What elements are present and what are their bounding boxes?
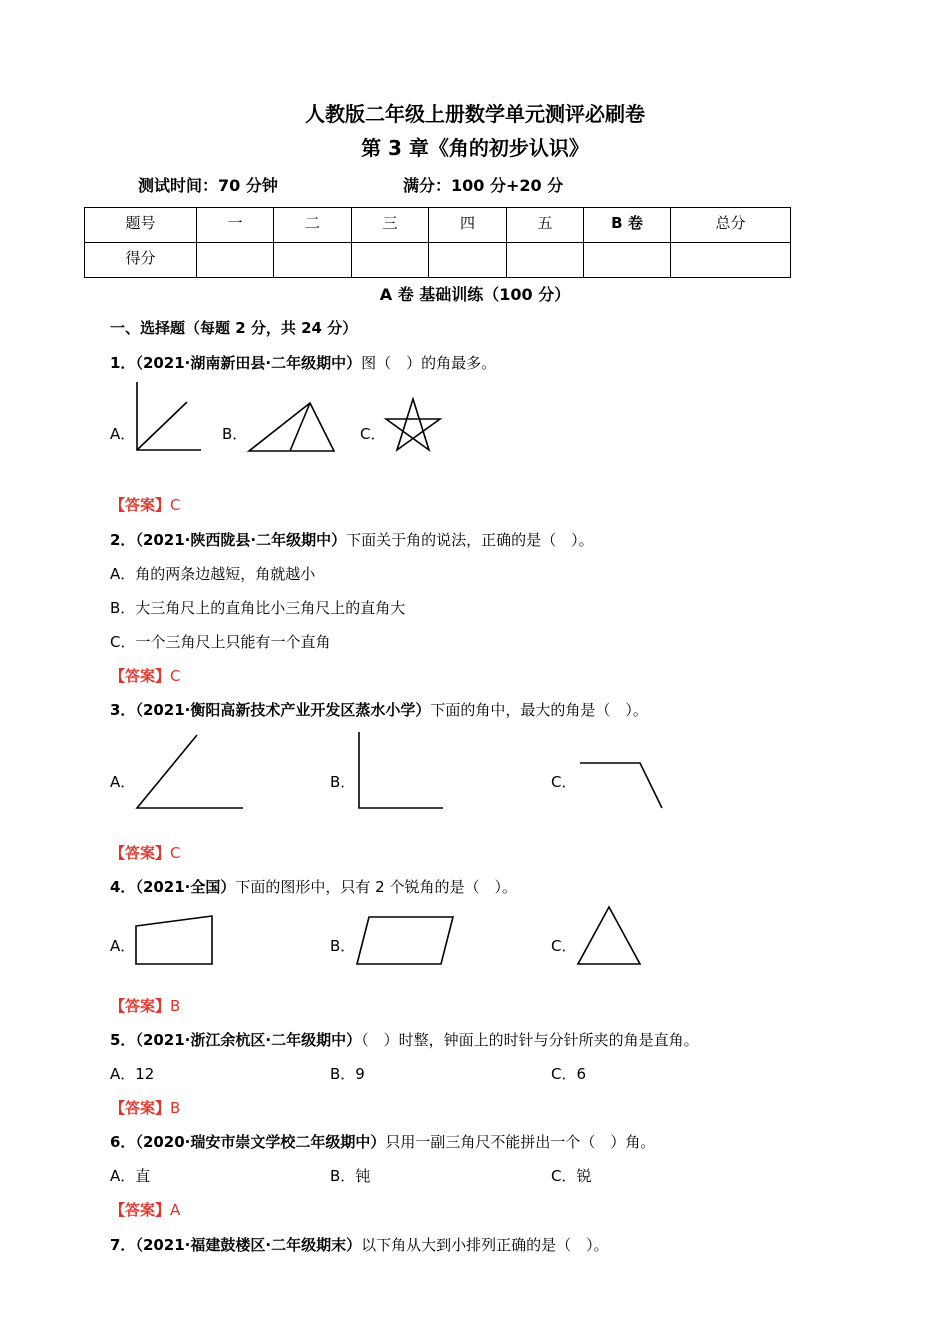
q4-figure-b-parallelogram bbox=[355, 914, 457, 968]
q3-figure-c-obtuse-angle bbox=[578, 760, 668, 812]
section-a-title: A 卷 基础训练（100 分） bbox=[379, 285, 571, 304]
q1-figure-b bbox=[248, 400, 338, 455]
header-cell: 四 bbox=[429, 208, 507, 243]
q3-option-b[interactable]: B． bbox=[330, 773, 356, 791]
q5-option-b[interactable]: B．9 bbox=[330, 1065, 365, 1083]
question-2: 2．（2021·陕西陇县·二年级期中）下面关于角的说法，正确的是（ ）。 bbox=[110, 531, 594, 549]
row-label-cell: 得分 bbox=[85, 243, 197, 278]
question-5: 5．（2021·浙江余杭区·二年级期中）（ ）时整，钟面上的时针与分针所夹的角是直角。 bbox=[110, 1031, 699, 1049]
score-table-header-row bbox=[85, 208, 791, 243]
q6-answer: 【答案】A bbox=[110, 1201, 181, 1219]
score-cell[interactable] bbox=[429, 243, 507, 278]
score-cell[interactable] bbox=[352, 243, 429, 278]
score-table-score-row bbox=[85, 243, 791, 278]
header-cell: 三 bbox=[352, 208, 429, 243]
q5-option-c[interactable]: C．6 bbox=[551, 1065, 587, 1083]
q6-option-c[interactable]: C．锐 bbox=[551, 1167, 592, 1185]
header-cell: 五 bbox=[507, 208, 584, 243]
score-cell[interactable] bbox=[584, 243, 671, 278]
page-title: 人教版二年级上册数学单元测评必刷卷 bbox=[305, 102, 645, 126]
q4-option-b[interactable]: B． bbox=[330, 937, 356, 955]
full-score: 满分：100 分+20 分 bbox=[403, 176, 564, 195]
score-table bbox=[84, 207, 791, 278]
q3-option-a[interactable]: A． bbox=[110, 773, 136, 791]
q3-figure-a-acute-angle bbox=[135, 733, 247, 813]
score-cell[interactable] bbox=[671, 243, 791, 278]
q2-option-a[interactable]: A．角的两条边越短，角就越小 bbox=[110, 565, 316, 583]
q5-answer: 【答案】B bbox=[110, 1099, 181, 1117]
header-cell: 题号 bbox=[85, 208, 197, 243]
q2-answer: 【答案】C bbox=[110, 667, 181, 685]
question-1: 1．（2021·湖南新田县·二年级期中）图（ ）的角最多。 bbox=[110, 354, 497, 372]
header-cell: B 卷 bbox=[584, 208, 671, 243]
q1-option-c[interactable]: C． bbox=[360, 425, 386, 443]
q1-option-a[interactable]: A． bbox=[110, 425, 136, 443]
header-cell: 一 bbox=[197, 208, 274, 243]
q6-option-a[interactable]: A．直 bbox=[110, 1167, 151, 1185]
question-4: 4．（2021·全国）下面的图形中，只有 2 个锐角的是（ ）。 bbox=[110, 878, 517, 896]
q4-answer: 【答案】B bbox=[110, 997, 181, 1015]
score-cell[interactable] bbox=[274, 243, 352, 278]
score-cell[interactable] bbox=[197, 243, 274, 278]
q5-option-a[interactable]: A．12 bbox=[110, 1065, 155, 1083]
q1-answer: 【答案】C bbox=[110, 496, 181, 514]
part1-title: 一、选择题（每题 2 分，共 24 分） bbox=[110, 319, 358, 337]
q4-figure-a-quadrilateral bbox=[134, 914, 216, 968]
question-7: 7．（2021·福建鼓楼区·二年级期末）以下角从大到小排列正确的是（ ）。 bbox=[110, 1236, 609, 1254]
header-cell: 总分 bbox=[671, 208, 791, 243]
q4-option-a[interactable]: A． bbox=[110, 937, 136, 955]
q3-option-c[interactable]: C． bbox=[551, 773, 577, 791]
header-cell: 二 bbox=[274, 208, 352, 243]
q1-figure-c-star bbox=[384, 397, 444, 455]
q1-option-b[interactable]: B． bbox=[222, 425, 248, 443]
score-cell[interactable] bbox=[507, 243, 584, 278]
q1-figure-a bbox=[135, 380, 205, 455]
q4-option-c[interactable]: C． bbox=[551, 937, 577, 955]
question-6: 6．（2020·瑞安市崇文学校二年级期中）只用一副三角尺不能拼出一个（ ）角。 bbox=[110, 1133, 656, 1151]
q2-option-c[interactable]: C．一个三角尺上只能有一个直角 bbox=[110, 633, 331, 651]
q2-option-b[interactable]: B．大三角尺上的直角比小三角尺上的直角大 bbox=[110, 599, 406, 617]
q6-option-b[interactable]: B．钝 bbox=[330, 1167, 371, 1185]
q4-figure-c-triangle bbox=[576, 905, 644, 967]
question-3: 3．（2021·衡阳高新技术产业开发区蒸水小学）下面的角中，最大的角是（ ）。 bbox=[110, 701, 648, 719]
chapter-title: 第 3 章《角的初步认识》 bbox=[361, 136, 589, 160]
test-time: 测试时间：70 分钟 bbox=[138, 176, 278, 195]
q3-answer: 【答案】C bbox=[110, 844, 181, 862]
q3-figure-b-right-angle bbox=[357, 730, 447, 812]
